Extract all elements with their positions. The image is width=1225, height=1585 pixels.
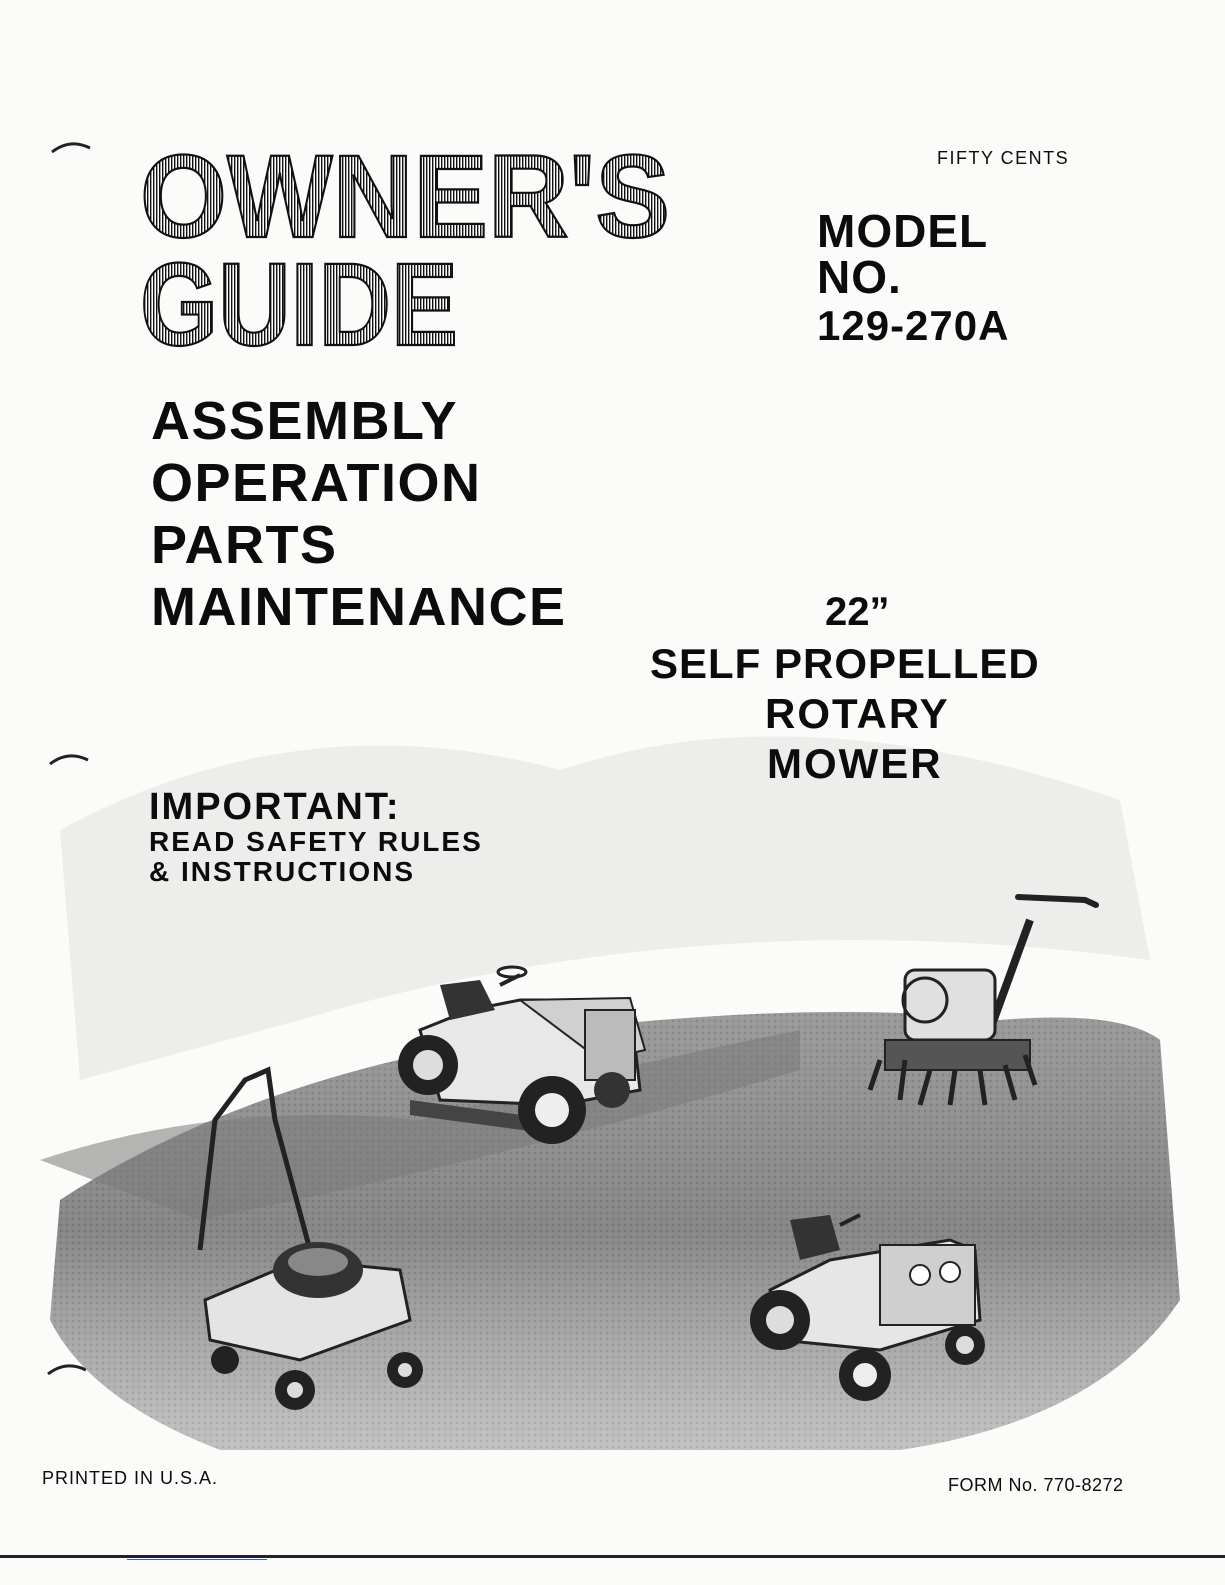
bottom-rule [0,1555,1225,1558]
topic-parts: PARTS [151,515,338,575]
important-heading: IMPORTANT: [149,786,401,828]
important-line2: & INSTRUCTIONS [149,856,415,887]
important-line1: READ SAFETY RULES [149,826,483,857]
product-type-line3: MOWER [767,740,943,787]
bottom-link-underline [127,1559,267,1560]
title-line2: GUIDE [140,239,458,355]
model-label: MODEL [817,205,989,257]
printed-in-label: PRINTED IN U.S.A. [42,1468,219,1488]
punch-mark [50,140,92,154]
price-label: FIFTY CENTS [937,148,1070,168]
topic-maintenance: MAINTENANCE [151,577,567,637]
product-type-line2: ROTARY [765,690,950,737]
lawn-equipment-illustration [0,600,1225,1460]
topic-operation: OPERATION [151,453,482,513]
form-number: FORM No. 770-8272 [948,1475,1124,1495]
model-no-label: NO. [817,251,902,303]
product-type-line1: SELF PROPELLED [650,640,1040,687]
model-number: 129-270A [817,302,1010,349]
topic-assembly: ASSEMBLY [151,391,459,451]
title-line1: OWNER'S [140,140,670,263]
mower-size: 22” [825,590,890,634]
owners-guide-title [138,140,678,355]
